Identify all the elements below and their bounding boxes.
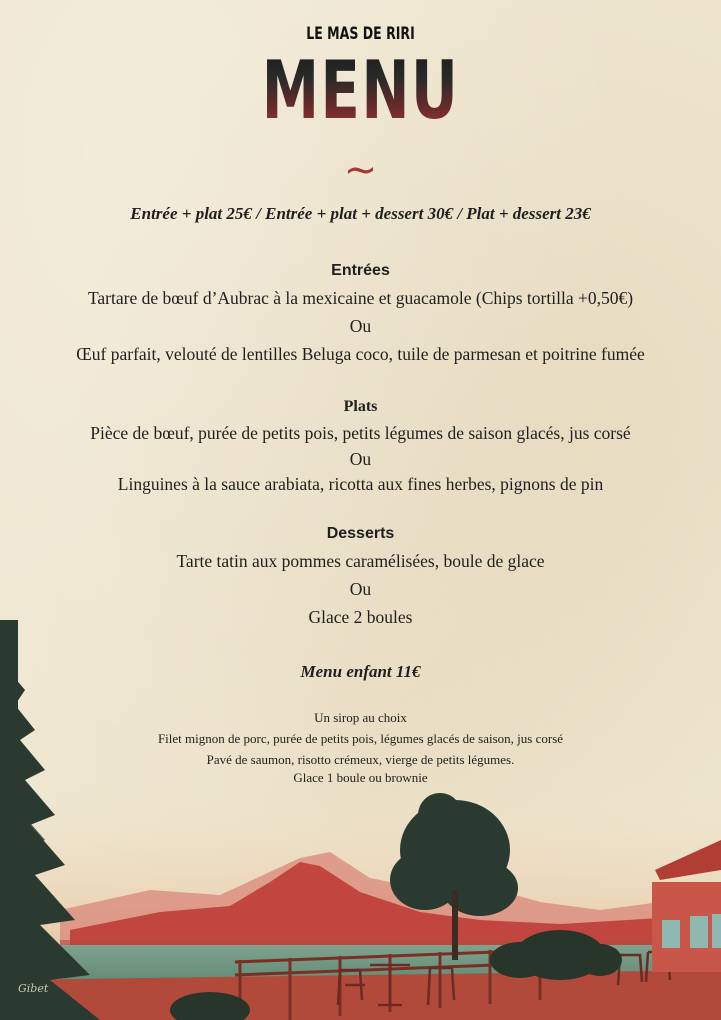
artist-signature: Gibet	[18, 982, 49, 995]
restaurant-name: LE MAS DE RIRI	[306, 24, 415, 44]
plat-dish-2: Linguines à la sauce arabiata, ricotta aux fines herbes, pignons de pin	[117, 474, 604, 494]
kids-menu-item: Filet mignon de porc, purée de petits pois, légumes glacés de saison, jus corsé	[157, 731, 564, 746]
kids-menu-item: Glace 1 boule ou brownie	[293, 770, 428, 785]
dessert-dish-1: Tarte tatin aux pommes caramélisées, boule de glace	[176, 551, 545, 571]
menu-title: MENU	[101, 48, 620, 134]
plat-or: Ou	[349, 449, 372, 469]
tilde-ornament: ~	[343, 147, 378, 193]
kids-menu-title: Menu enfant 11€	[300, 662, 421, 681]
kids-menu-item: Un sirop au choix	[314, 710, 407, 725]
entree-or: Ou	[349, 316, 372, 336]
entree-dish-1: Tartare de bœuf d’Aubrac à la mexicaine et guacamole (Chips tortilla +0,50€)	[87, 288, 634, 308]
section-title-plats: Plats	[343, 398, 378, 415]
kids-menu-item: Pavé de saumon, risotto crémeux, vierge de petits légumes.	[206, 752, 515, 767]
dessert-dish-2: Glace 2 boules	[308, 607, 413, 627]
section-title-desserts: Desserts	[326, 525, 395, 542]
plat-dish-1: Pièce de bœuf, purée de petits pois, petits légumes de saison glacés, jus corsé	[90, 423, 631, 443]
building-window-3	[712, 914, 721, 948]
building-window-2	[690, 916, 708, 948]
entree-dish-2: Œuf parfait, velouté de lentilles Beluga coco, tuile de parmesan et poitrine fumée	[76, 344, 645, 364]
building-window-1	[662, 920, 680, 948]
section-title-entrees: Entrées	[331, 262, 390, 279]
price-formulas: Entrée + plat 25€ / Entrée + plat + dessert 30€ / Plat + dessert 23€	[130, 204, 591, 223]
dessert-or: Ou	[349, 579, 372, 599]
